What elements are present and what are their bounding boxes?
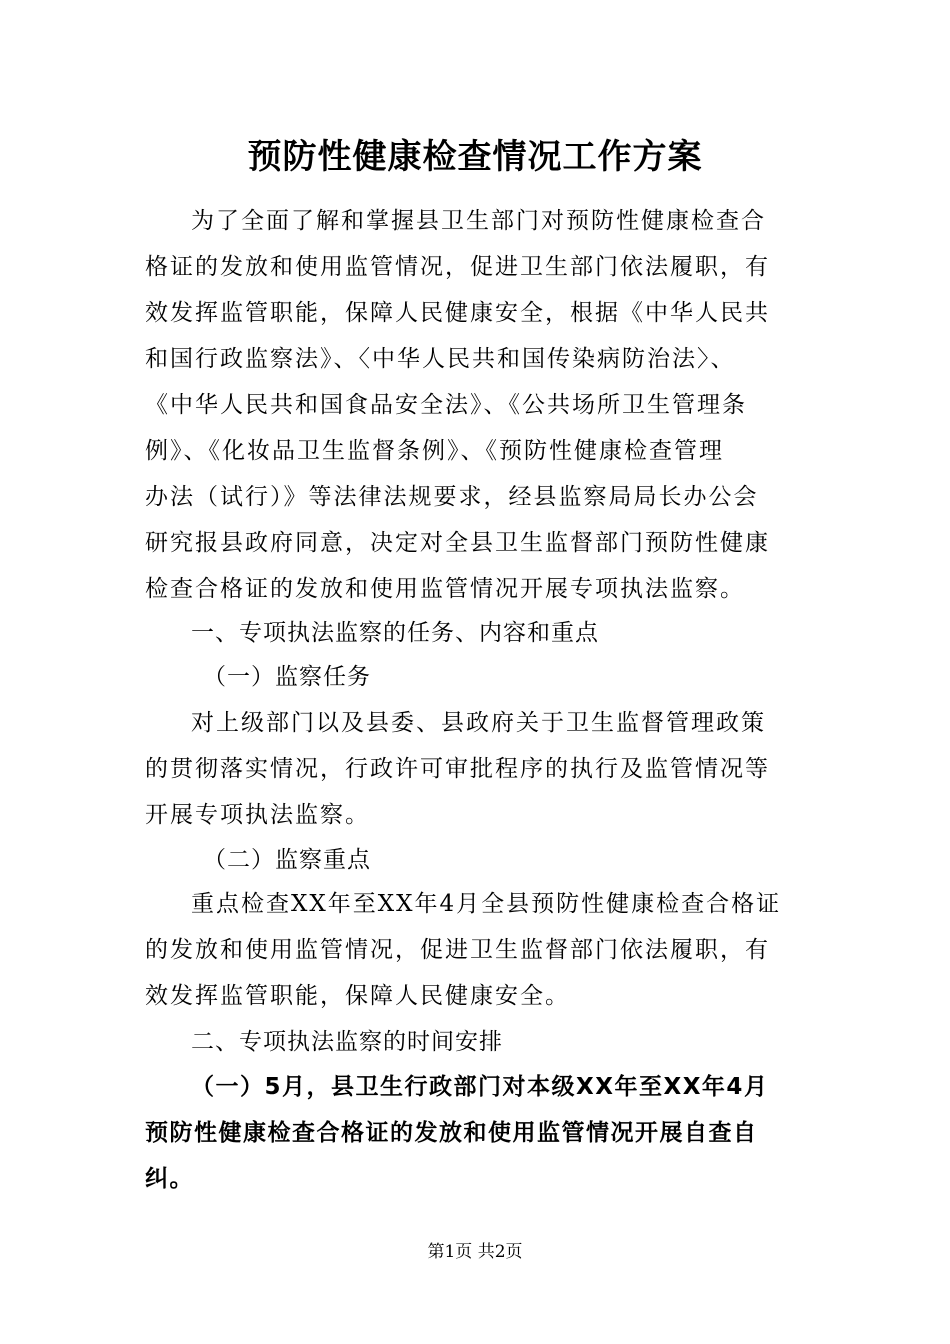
intro-line: 效发挥监管职能，保障人民健康安全，根据《中华人民共	[145, 300, 770, 326]
section2-item-line: 预防性健康检查合格证的发放和使用监管情况开展自查自	[145, 1120, 758, 1146]
section2-item-line: 纠。	[145, 1166, 194, 1192]
sub1-heading: （一）监察任务	[203, 664, 371, 690]
sub1-line: 的贯彻落实情况，行政许可审批程序的执行及监管情况等	[145, 756, 770, 782]
sub2-line: 重点检查XX年至XX年4月全县预防性健康检查合格证	[191, 891, 782, 917]
intro-line: 和国行政监察法》、〈中华人民共和国传染病防治法〉、	[145, 346, 736, 372]
sub1-line: 开展专项执法监察。	[145, 802, 370, 828]
sub1-paragraph	[145, 700, 807, 838]
page-number-footer: 第1页 共2页	[427, 1242, 523, 1262]
intro-line: 格证的发放和使用监管情况，促进卫生部门依法履职，有	[145, 254, 770, 280]
intro-line: 《中华人民共和国食品安全法》、《公共场所卫生管理条	[145, 392, 747, 418]
intro-paragraph	[145, 198, 807, 612]
sub2-line: 的发放和使用监管情况，促进卫生监督部门依法履职，有	[145, 937, 770, 963]
section1-heading: 一、专项执法监察的任务、内容和重点	[191, 620, 599, 646]
intro-line: 检查合格证的发放和使用监管情况开展专项执法监察。	[145, 576, 745, 602]
sub2-paragraph	[145, 881, 807, 1019]
sub2-line: 效发挥监管职能，保障人民健康安全。	[145, 983, 570, 1009]
sub1-line: 对上级部门以及县委、县政府关于卫生监督管理政策	[191, 710, 766, 736]
intro-line: 办法（试行）》等法律法规要求，经县监察局局长办公会	[145, 484, 759, 510]
intro-line: 研究报县政府同意，决定对全县卫生监督部门预防性健康	[145, 530, 770, 556]
sub2-heading: （二）监察重点	[203, 847, 371, 873]
section2-item-line: （一）5月，县卫生行政部门对本级XX年至XX年4月	[191, 1074, 769, 1100]
section2-heading: 二、专项执法监察的时间安排	[191, 1029, 503, 1055]
intro-line: 为了全面了解和掌握县卫生部门对预防性健康检查合	[191, 208, 766, 234]
section2-item-paragraph	[145, 1064, 807, 1202]
document-title: 预防性健康检查情况工作方案	[247, 137, 703, 177]
intro-line: 例》、《化妆品卫生监督条例》、《预防性健康检查管理	[145, 438, 724, 464]
